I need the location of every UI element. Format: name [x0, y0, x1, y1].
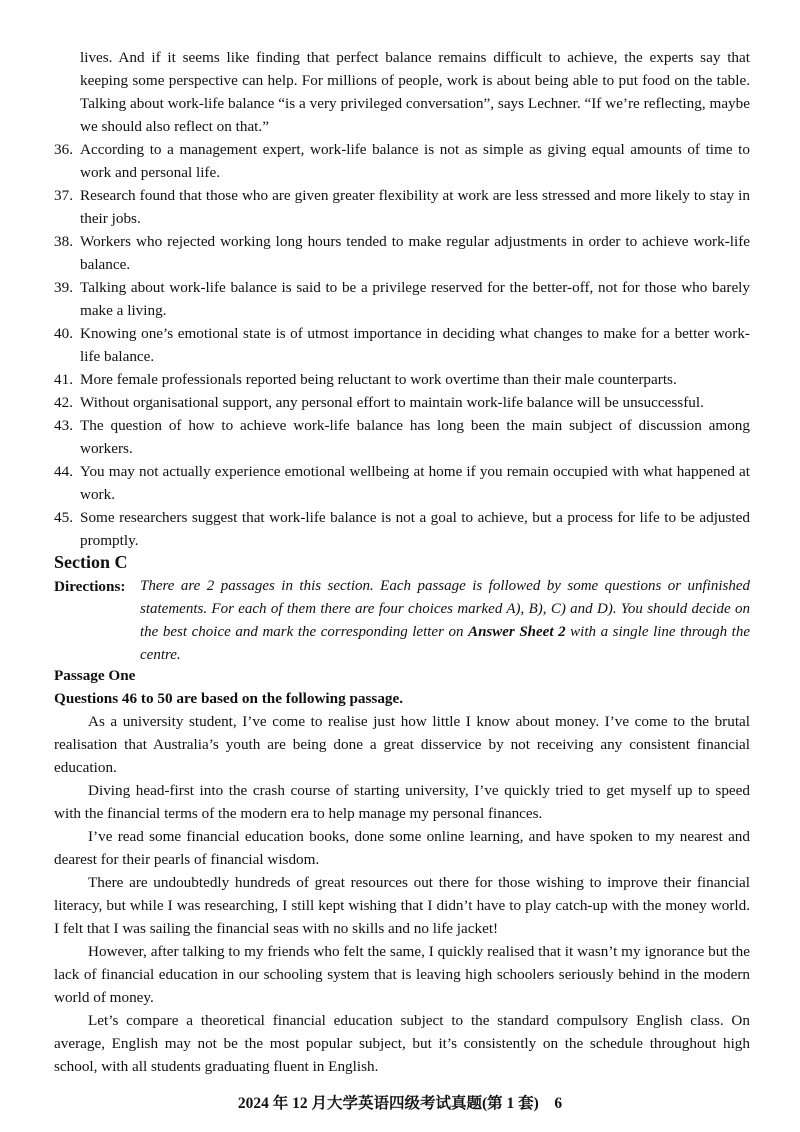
paragraph: There are undoubtedly hundreds of great resources out there for those wishing to improve their financial literacy, but while I was researching, I still kept wishing that I didn’t have to play catch-up with the money world. I felt that I was sailing the financial seas with no skills and no life jacket!: [54, 874, 750, 937]
question-text: Research found that those who are given greater flexibility at work are less stressed and more likely to stay in their jobs.: [80, 187, 750, 227]
question-37: [54, 184, 750, 230]
question-number: 37.: [54, 187, 73, 204]
question-44: [54, 460, 750, 506]
question-text: More female professionals reported being reluctant to work overtime than their male counterparts.: [80, 371, 677, 388]
question-42: [54, 391, 750, 414]
question-text: The question of how to achieve work-life balance has long been the main subject of discussion among workers.: [80, 417, 750, 457]
question-text: Knowing one’s emotional state is of utmost importance in deciding what changes to make for a better work-life balance.: [80, 325, 750, 365]
question-number: 39.: [54, 279, 73, 296]
question-38: [54, 230, 750, 276]
question-43: [54, 414, 750, 460]
question-text: You may not actually experience emotional wellbeing at home if you remain occupied with what happened at work.: [80, 463, 750, 503]
paragraph: As a university student, I’ve come to realise just how little I know about money. I’ve come to the brutal realisation that Australia’s youth are being done a great disservice by not receiving any consistent financial education.: [54, 713, 750, 776]
directions-text: [140, 575, 750, 667]
answer-sheet-reference: Answer Sheet 2: [468, 624, 566, 640]
question-number: 36.: [54, 141, 73, 158]
question-36: [54, 138, 750, 184]
question-number: 40.: [54, 325, 73, 342]
question-number: 45.: [54, 509, 73, 526]
question-39: [54, 276, 750, 322]
question-text: Without organisational support, any personal effort to maintain work-life balance will be unsuccessful.: [80, 394, 704, 411]
question-text: Talking about work-life balance is said to be a privilege reserved for the better-off, not for those who barely make a living.: [80, 279, 750, 319]
paragraph: Let’s compare a theoretical financial education subject to the standard compulsory English class. On average, English may not be the most popular subject, but it’s consistently on the schedule throughout high school, with all students graduating fluent in English.: [54, 1012, 750, 1075]
question-text: Some researchers suggest that work-life balance is not a goal to achieve, but a process for life to be adjusted promptly.: [80, 509, 750, 549]
page-footer: 2024 年 12 月大学英语四级考试真题(第 1 套) 6: [237, 1095, 563, 1112]
question-text: According to a management expert, work-life balance is not as simple as giving equal amounts of time to work and personal life.: [80, 141, 750, 181]
question-number: 38.: [54, 233, 73, 250]
question-40: [54, 322, 750, 368]
passage-title: Passage One: [54, 667, 136, 684]
passage-ending-paragraph: lives. And if it seems like finding that perfect balance remains difficult to achieve, the experts say that keeping some perspective can help. For millions of people, work is about being able to put food on the table. Talking about work-life balance “is a very privileged conversation”, says Lechner. “If we’re reflecting, maybe we should also reflect on that.”: [80, 49, 750, 135]
directions-text-part1: There are 2 passages in this section. Each passage is followed by some questions or unfinished statements. For each of them there are four choices marked A), B), C) and D). You should decide on the best choice and mark the corresponding letter on: [140, 578, 750, 640]
question-number: 41.: [54, 371, 73, 388]
passage-intro: Questions 46 to 50 are based on the following passage.: [54, 690, 404, 707]
paragraph: However, after talking to my friends who felt the same, I quickly realised that it wasn’t my ignorance but the lack of financial education in our schooling system that is leaving high schoolers seriously behind in the modern world of money.: [54, 943, 750, 1006]
directions-text-part2: with a single line through the centre.: [140, 624, 750, 663]
question-41: [54, 368, 750, 391]
section-heading: Section C: [54, 552, 128, 572]
question-number: 44.: [54, 463, 73, 480]
question-number: 43.: [54, 417, 73, 434]
question-text: Workers who rejected working long hours tended to make regular adjustments in order to achieve work-life balance.: [80, 233, 750, 273]
paragraph: I’ve read some financial education books, done some online learning, and have spoken to my nearest and dearest for their pearls of financial wisdom.: [54, 828, 750, 868]
paragraph: Diving head-first into the crash course of starting university, I’ve quickly tried to get myself up to speed with the financial terms of the modern era to help manage my personal finances.: [54, 782, 750, 822]
question-45: [54, 506, 750, 552]
directions-label: Directions:: [54, 578, 126, 595]
question-number: 42.: [54, 394, 73, 411]
